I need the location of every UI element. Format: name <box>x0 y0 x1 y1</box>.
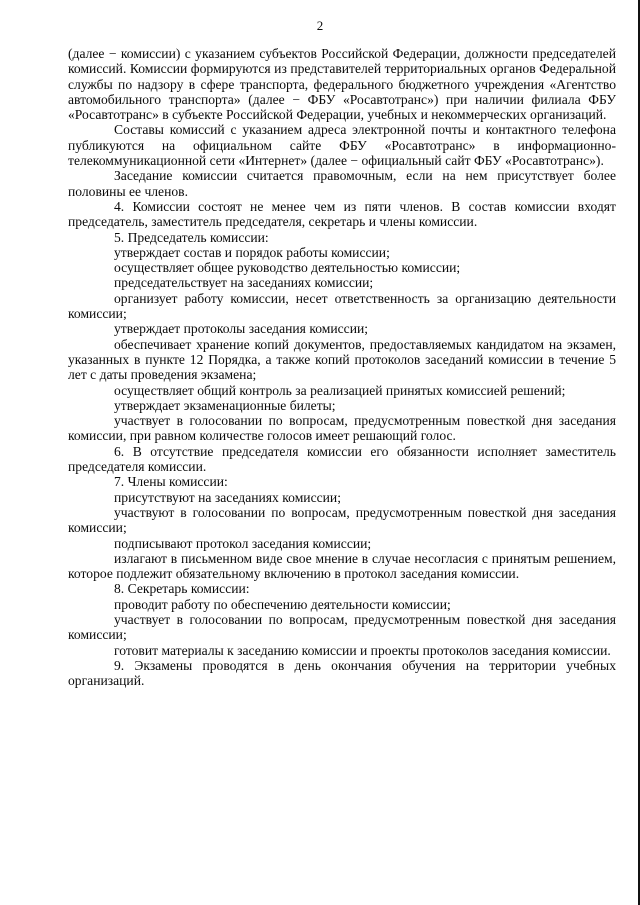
paragraph: 4. Комиссии состоят не менее чем из пяти членов. В состав комиссии входят председатель, заместитель председателя, секретарь и члены комиссии. <box>68 198 616 230</box>
paragraph: излагают в письменном виде свое мнение в случае несогласия с принятым решением, которое подлежит обязательному включению в протокол заседания комиссии. <box>68 550 616 582</box>
paragraph: 7. Члены комиссии: <box>114 474 228 490</box>
paragraph: проводит работу по обеспечению деятельности комиссии; <box>114 596 451 612</box>
paragraph: участвуют в голосовании по вопросам, предусмотренным повесткой дня заседания комиссии; <box>68 504 616 536</box>
paragraph: осуществляет общее руководство деятельностью комиссии; <box>114 260 461 276</box>
paragraph: утверждает экзаменационные билеты; <box>114 397 336 413</box>
paragraph: готовит материалы к заседанию комиссии и проекты протоколов заседания комиссии. <box>114 642 611 658</box>
paragraph: 8. Секретарь комиссии: <box>114 581 250 597</box>
paragraph: участвует в голосовании по вопросам, предусмотренным повесткой дня заседания комиссии, при равном количестве голосов имеет решающий голос. <box>68 413 616 444</box>
paragraph: (далее − комиссии) с указанием субъектов Российской Федерации, должности председателей комиссий. Комиссии формируются из представителей территориальных органов Федеральной службы по надзору в сфере транспорта, федерального бюджетного учреждения «Агентство автомобильного транспорта» (далее − ФБУ «Росавтотранс») при наличии филиала ФБУ «Росавтотранс» в субъекте Российской Федерации, учебных и некоммерческих организаций. <box>68 46 616 123</box>
paragraph: председательствует на заседаниях комиссии; <box>114 275 374 291</box>
paragraph: присутствуют на заседаниях комиссии; <box>114 489 341 505</box>
paragraph: организует работу комиссии, несет ответственность за организацию деятельности комиссии; <box>68 290 616 322</box>
paragraph: участвует в голосовании по вопросам, предусмотренным повесткой дня заседания комиссии; <box>68 611 616 643</box>
paragraph: подписывают протокол заседания комиссии; <box>114 535 372 551</box>
paragraph: 5. Председатель комиссии: <box>114 229 269 245</box>
document-body <box>68 46 616 688</box>
paragraph: утверждает состав и порядок работы комиссии; <box>114 244 390 260</box>
paragraph: 9. Экзамены проводятся в день окончания обучения на территории учебных организаций. <box>68 657 616 689</box>
paragraph: Составы комиссий с указанием адреса электронной почты и контактного телефона публикуются на официальном сайте ФБУ «Росавтотранс» в информационно-телекоммуникационной сети «Интернет» (далее − официальный сайт ФБУ «Росавтотранс»). <box>68 122 616 169</box>
page-number: 2 <box>316 18 324 33</box>
paragraph: обеспечивает хранение копий документов, предоставляемых кандидатом на экзамен, указанных в пункте 12 Порядка, а также копий протоколов заседаний комиссии в течение 5 лет с даты проведения экзамена; <box>68 336 616 383</box>
paragraph: осуществляет общий контроль за реализацией принятых комиссией решений; <box>114 382 566 398</box>
paragraph: 6. В отсутствие председателя комиссии его обязанности исполняет заместитель председателя комиссии. <box>68 443 616 475</box>
paragraph: утверждает протоколы заседания комиссии; <box>114 321 369 337</box>
paragraph: Заседание комиссии считается правомочным, если на нем присутствует более половины ее членов. <box>68 168 616 199</box>
